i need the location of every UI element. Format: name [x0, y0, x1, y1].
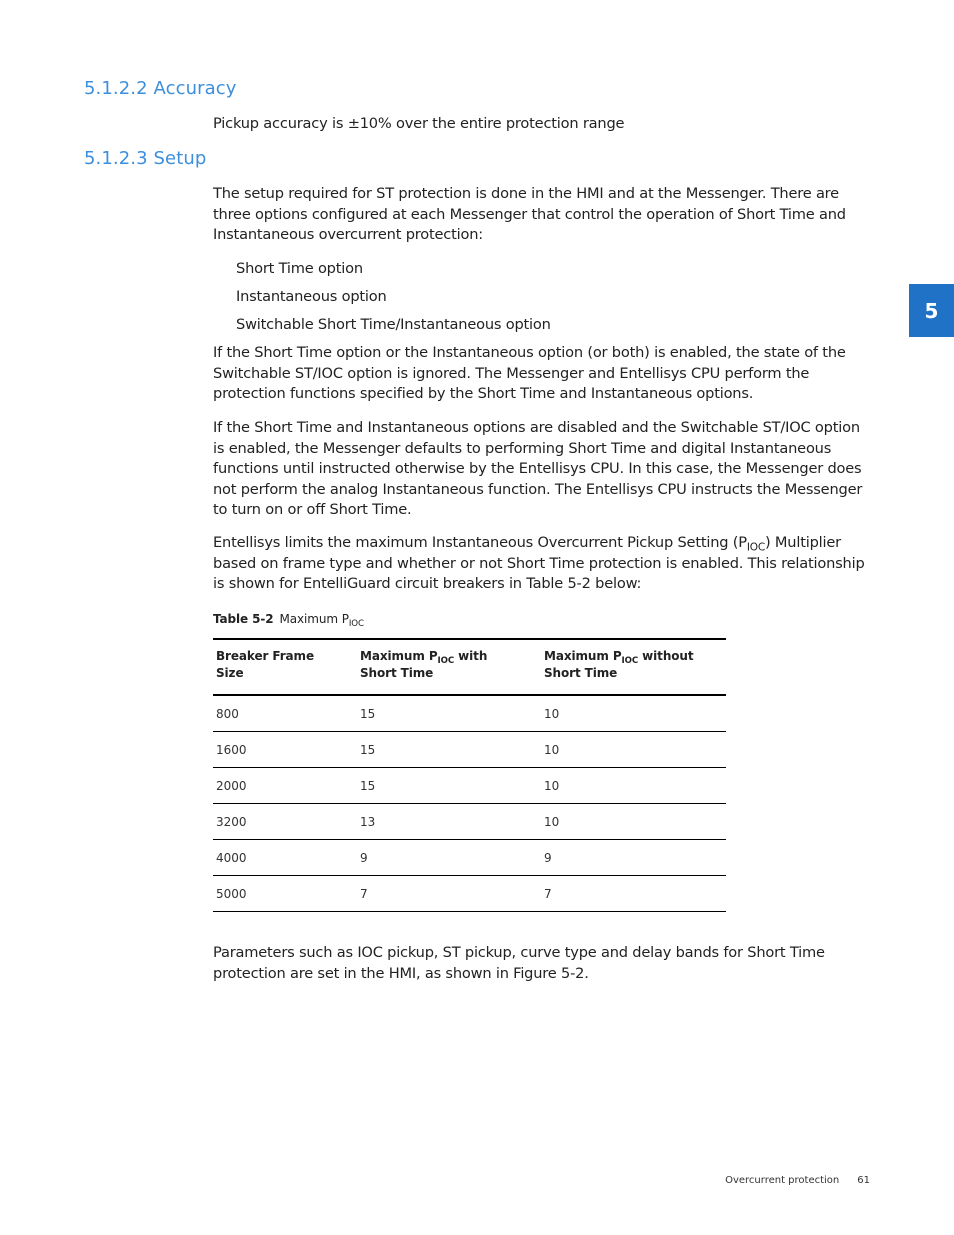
table-row	[213, 840, 726, 876]
setup-para-2: If the Short Time option or the Instantaneous option (or both) is enabled, the state of the Switchable ST/IOC option is ignored. The Messenger and Entellisys CPU perform the protection functions specified by the Short Time and Instantaneous options.	[213, 344, 846, 402]
cell-without-st: 7	[541, 876, 726, 912]
table-caption	[213, 612, 364, 630]
table-row	[213, 876, 726, 912]
cell-frame: 2000	[213, 768, 357, 804]
cell-without-st: 10	[541, 695, 726, 732]
cell-frame: 800	[213, 695, 357, 732]
cell-frame: 4000	[213, 840, 357, 876]
para4-text-a: Entellisys limits the maximum Instantaneous Overcurrent Pickup Setting (P	[213, 534, 747, 551]
table-row	[213, 768, 726, 804]
accuracy-text: Pickup accuracy is ±10% over the entire protection range	[213, 115, 625, 132]
table-caption-title: Maximum P	[279, 612, 349, 626]
setup-para-3: If the Short Time and Instantaneous options are disabled and the Switchable ST/IOC option is enabled, the Messenger defaults to performing Short Time and digital Instantaneous functions until instructed otherwise by the Entellisys CPU. In this case, the Messenger does not perform the analog Instantaneous function. The Entellisys CPU instructs the Messenger to turn on or off Short Time.	[213, 419, 863, 518]
setup-para-5: Parameters such as IOC pickup, ST pickup, curve type and delay bands for Short Time protection are set in the HMI, as shown in Figure 5-2.	[213, 944, 825, 982]
cell-frame: 3200	[213, 804, 357, 840]
para4-subscript: IOC	[746, 541, 765, 554]
table-caption-label: Table 5-2	[213, 612, 274, 626]
cell-with-st: 15	[357, 768, 541, 804]
setup-para-4	[213, 533, 873, 595]
cell-without-st: 10	[541, 768, 726, 804]
cell-frame: 1600	[213, 732, 357, 768]
cell-without-st: 10	[541, 732, 726, 768]
cell-with-st: 7	[357, 876, 541, 912]
cell-frame: 5000	[213, 876, 357, 912]
table-header-row	[213, 639, 726, 695]
table-row	[213, 695, 726, 732]
header-max-pioc-with-st: Maximum $P_{IOC}$ with Short Time	[360, 649, 488, 680]
chapter-tab: 5	[909, 284, 954, 337]
table-row	[213, 804, 726, 840]
page-number: 61	[857, 1175, 870, 1186]
para4-text-b: ) Multiplier based on frame type and whether or not Short Time protection is enabled. This relationship is shown for EntelliGuard circuit breakers in Table 5-2 below:	[213, 534, 865, 592]
heading-accuracy: 5.1.2.2 Accuracy	[84, 78, 237, 99]
cell-with-st: 15	[357, 695, 541, 732]
cell-with-st: 13	[357, 804, 541, 840]
header-breaker-frame-size: Breaker Frame Size	[216, 649, 314, 680]
option-item: Instantaneous option	[236, 288, 387, 305]
footer-section: Overcurrent protection	[725, 1175, 840, 1186]
cell-without-st: 9	[541, 840, 726, 876]
page-footer	[700, 1175, 870, 1186]
option-item: Switchable Short Time/Instantaneous option	[236, 316, 551, 333]
setup-intro: The setup required for ST protection is done in the HMI and at the Messenger. There are three options configured at each Messenger that control the operation of Short Time and Instantaneous overcurrent protection:	[213, 185, 846, 243]
option-item: Short Time option	[236, 260, 363, 277]
cell-without-st: 10	[541, 804, 726, 840]
cell-with-st: 15	[357, 732, 541, 768]
table-row	[213, 732, 726, 768]
heading-setup: 5.1.2.3 Setup	[84, 148, 207, 169]
max-pioc-table	[213, 638, 726, 912]
table-caption-sub: IOC	[348, 619, 364, 630]
cell-with-st: 9	[357, 840, 541, 876]
header-max-pioc-without-st: Maximum $P_{IOC}$ without Short Time	[544, 649, 694, 680]
